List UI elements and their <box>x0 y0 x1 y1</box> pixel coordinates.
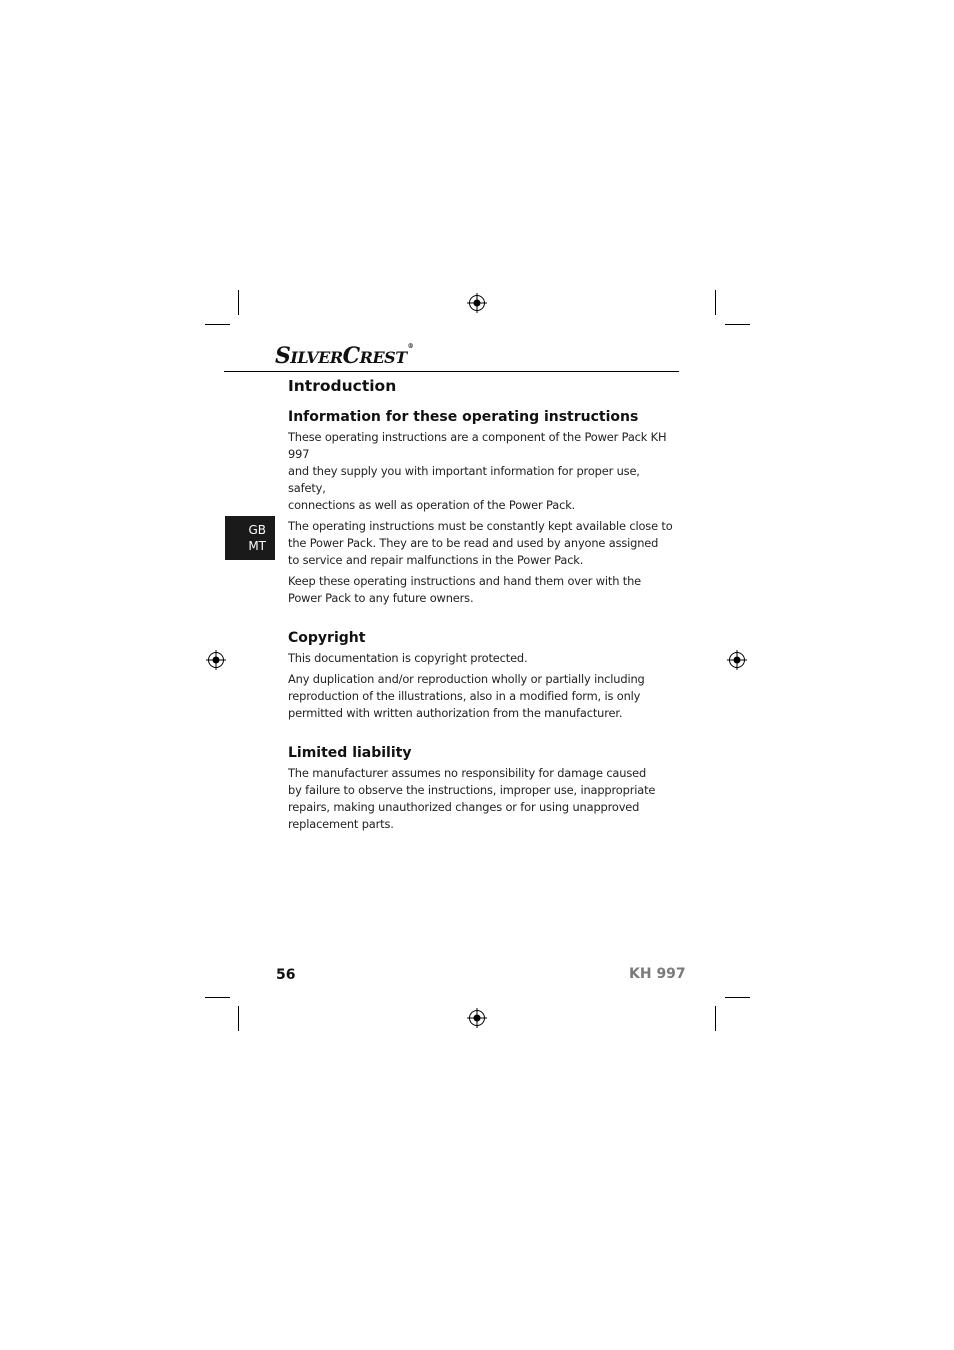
crop-mark <box>205 997 230 998</box>
page-title: Introduction <box>288 377 397 395</box>
section-heading: Information for these operating instructions <box>288 409 639 425</box>
crop-mark <box>715 1006 716 1031</box>
registration-mark-icon <box>467 1008 487 1028</box>
model-number: KH 997 <box>629 966 686 982</box>
paragraph: Keep these operating instructions and hand them over with the Power Pack to any future owners. <box>288 574 642 605</box>
section-heading: Limited liability <box>288 745 412 761</box>
paragraph: Any duplication and/or reproduction wholly or partially including reproduction of the illustrations, also in a modified form, is only permitted with written authorization from the manufacturer. <box>288 672 645 720</box>
crop-mark <box>715 290 716 315</box>
crop-mark <box>205 324 230 325</box>
crop-mark <box>725 324 750 325</box>
language-code: GB <box>248 523 266 537</box>
paragraph: These operating instructions are a component of the Power Pack KH 997 and they supply you with important information for proper use, safety, connections as well as operation of the Power Pack. <box>288 430 667 512</box>
main-content <box>288 375 678 833</box>
registration-mark-icon <box>727 650 747 670</box>
paragraph: The operating instructions must be constantly kept available close to the Power Pack. They are to be read and used by anyone assigned to service and repair malfunctions in the Power Pack. <box>288 519 673 567</box>
header-rule <box>224 371 679 372</box>
registration-mark-icon <box>206 650 226 670</box>
section-heading: Copyright <box>288 630 366 646</box>
brand-logo: SILVERCREST® <box>275 343 414 369</box>
registration-mark-icon <box>467 293 487 313</box>
paragraph: The manufacturer assumes no responsibility for damage caused by failure to observe the instructions, improper use, inappropriate repairs, making unauthorized changes or for using unapproved replacement parts. <box>288 766 656 831</box>
paragraph: This documentation is copyright protected. <box>288 651 528 665</box>
crop-mark <box>725 997 750 998</box>
language-code: MT <box>248 539 266 553</box>
crop-mark <box>238 290 239 315</box>
page-number: 56 <box>276 967 296 983</box>
crop-mark <box>238 1006 239 1031</box>
language-tab <box>225 516 275 560</box>
